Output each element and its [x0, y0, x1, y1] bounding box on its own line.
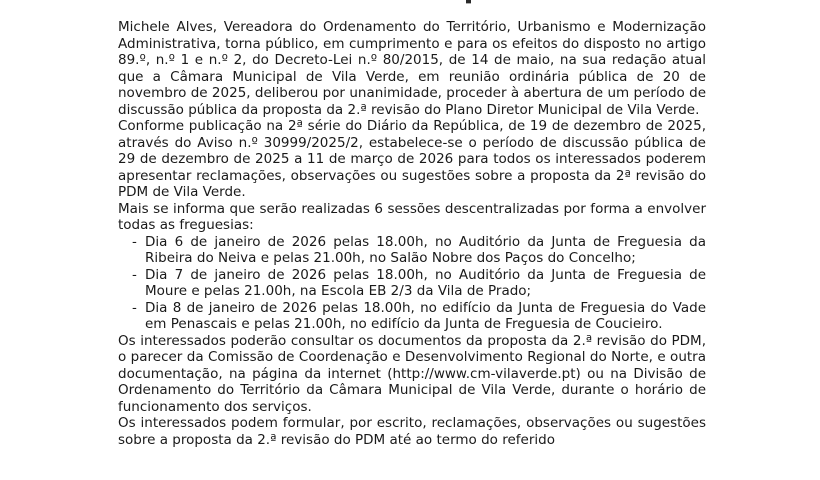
- notice-paragraph-publication: Conforme publicação na 2ª série do Diário da República, de 19 de dezembro de 2025, através do Aviso n.º 30999/2025/2, estabelece-se o período de discussão pública de 29 de dezembro de 2025 a 11 de março de 2026 para todos os interessados poderem apresentar reclamações, observações ou sugestões sobre a proposta da 2ª revisão do PDM de Vila Verde.: [118, 118, 706, 200]
- notice-paragraph-consultation: Os interessados poderão consultar os documentos da proposta da 2.ª revisão do PDM, o parecer da Comissão de Coordenação e Desenvolvimento Regional do Norte, e outra documentação, na página da internet (http://www.cm-vilaverde.pt) ou na Divisão de Ordenamento do Território da Câmara Municipal de Vila Verde, durante o horário de funcionamento dos serviços.: [118, 332, 706, 415]
- session-bullet-text: Dia 6 de janeiro de 2026 pelas 18.00h, no Auditório da Junta de Freguesia da Ribeira do Neiva e pelas 21.00h, no Salão Nobre dos Paços do Concelho;: [145, 233, 706, 266]
- session-bullet-jan8: [132, 300, 706, 333]
- session-bullet-jan7: [132, 267, 706, 300]
- session-list: [118, 234, 706, 333]
- notice-paragraph-intro: Michele Alves, Vereadora do Ordenamento do Território, Urbanismo e Modernização Administrativa, torna público, em cumprimento e para os efeitos do disposto no artigo 89.º, n.º 1 e n.º 2, do Decreto-Lei n.º 80/2015, de 14 de maio, na sua redação atual que a Câmara Municipal de Vila Verde, em reunião ordinária pública de 20 de novembro de 2025, deliberou por unanimidade, proceder à abertura de um período de discussão pública da proposta da 2.ª revisão do Plano Diretor Municipal de Vila Verde.: [118, 19, 706, 118]
- public-notice-text: [118, 19, 706, 448]
- session-bullet-text: Dia 8 de janeiro de 2026 pelas 18.00h, no edifício da Junta de Freguesia do Vade em Penascais e pelas 21.00h, no edifício da Junta de Freguesia de Coucieiro.: [145, 299, 706, 332]
- session-bullet-text: Dia 7 de janeiro de 2026 pelas 18.00h, no Auditório da Junta de Freguesia de Moure e pelas 21.00h, na Escola EB 2/3 da Vila de Prado;: [145, 266, 706, 299]
- cropped-heading-descender-artifact: [466, 0, 471, 3]
- bullet-dash: -: [132, 266, 137, 283]
- bullet-dash: -: [132, 233, 137, 250]
- session-bullet-jan6: [132, 234, 706, 267]
- bullet-dash: -: [132, 299, 137, 316]
- notice-paragraph-sessions-lead: Mais se informa que serão realizadas 6 sessões descentralizadas por forma a envolver todas as freguesias:: [118, 200, 706, 233]
- notice-paragraph-submissions: Os interessados podem formular, por escrito, reclamações, observações ou sugestões sobre a proposta da 2.ª revisão do PDM até ao termo do referido: [118, 415, 706, 448]
